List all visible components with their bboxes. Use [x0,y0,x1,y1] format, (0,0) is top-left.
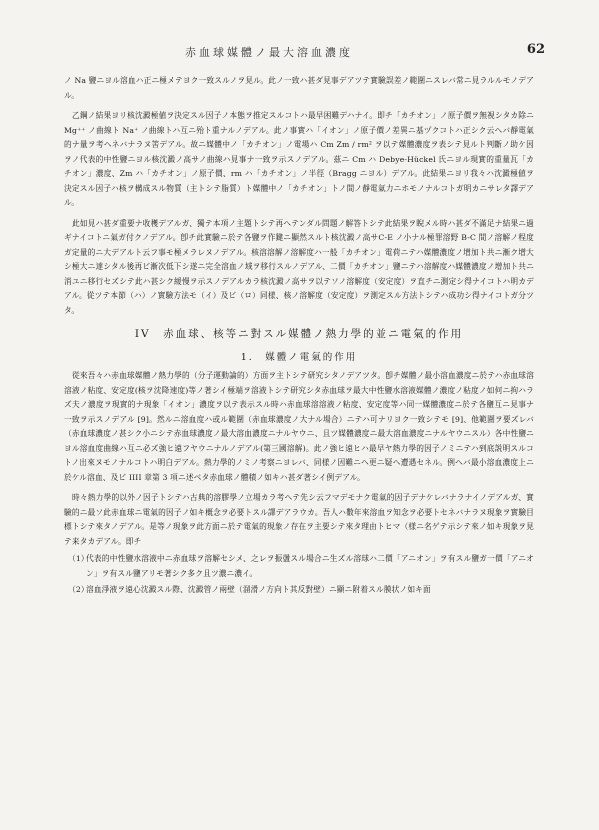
subsection-heading: 1. 媒體ノ電氣的作用 [240,352,358,363]
list-item [64,552,534,581]
body-text [64,74,534,600]
list-item-text: 溶血淨液ヲ遠心沈澱スル際、沈澱管ノ兩壁（溜滑ノ方向ト其反對壁）ニ顯ニ附着スル膜状ノ如キ面 [86,585,431,594]
page-header [60,44,551,64]
list-marker: （2） [68,585,89,594]
paragraph: 乙鋼ノ結果ヨリ核沈澱極値ヲ決定スル因子ノ本態ヲ推定スルコトハ最早困難デハナイ。即チ「カチオン」ノ原子價ヲ無視シタカ除ニ Mg⁺⁺ ノ曲線ト Na⁺ ノ曲線トハ互ニ殆ト重ナルノデアル。此ノ事實ハ「イオン」ノ原子價ノ差異ニ基ヅクコトハ正シク云ヘバ靜電氣的ナ量ヲ考ヘネバナラヌ筈デアル。故ニ媒體中ノ「カチオン」ノ電場ハ Cm Zm / rm² ヲ以テ媒體濃度ヲ表シテ見ルト判斷ノ助ケ因ヲノ代表的中性鹽ニヨル核沈澱ノ高サノ曲線ハ見事ナ一致ヲ示スノデアル。茲ニ Cm ハ Debye-Hückel 氏ニヨル現實的重量瓦「カチオン」濃度、Zm ハ「カチオン」ノ原子價、rm ハ「カチオン」ノ半徑（Bragg ニヨル）デアル。此結果ニヨリ我々ハ沈澱極値ヲ決定スル因子ハ核ヲ構成スル物質（主トシテ脂質）ト媒體中ノ「カチオン」トノ間ノ靜電氣力ニホモノナルコトガ明カニサレタ譯デアル。 [64,111,534,207]
list-marker: （1） [68,554,89,563]
list-item [64,583,534,598]
page-number: 62 [526,42,545,57]
paragraph: 時々熱力學的以外ノ因子トシテハ古典的溶膠學ノ立場カラ考ヘテ先シ云フマデモナク電氣的因子デナケレバナラナイノデアルガ、實驗的ニ最ソ此赤血球ニ電氣的因子ノ如キ概念ヲ必要トスル譯デアラウカ。吾人ハ數年來溶血ヲ知念ヲ必要トセネバナラヌ現象ヲ實驗目標トシテ來タノデアル。是等ノ現象ヲ此方面ニ於テ電氣的現象ノ存在ヲ主要シテ來タ理由トヒマ（様ニ名ゲテ示シテ來ノ如キ現象ヲ見テ来タカデアル。即チ [64,493,534,546]
section-heading: IV 赤血球、核等ニ對スル媒體ノ熱力學的並ニ電氣的作用 [134,328,464,340]
paragraph: 此如見ハ甚ダ重要ナ收穫デアルガ、獨テ本項ノ主題トシテ再ヘテンダル問題ノ解答トシテ此結果ヲ睨メル時ハ甚ダ不滿足ナ結果ニ過ギナイコトニ氣ガ付クノデアル。卽チ此實驗ニ於テ各鹽ヲ作鍵ニ顯然スルト核沈澱ノ高サC-E ノ小ナル極罪溶野 B-C 間ノ溶解ノ程度ガ定量的ニ大デアルト云フ事モ極メラレヌノデアル。核溶溶解ノ溶解度ハ一般「カチオン」電荷ニテハ媒體濃度ノ增加ト共ニ漸ク增大シ極大ニ達シタル後再ビ漸次低下シ遂ニ完全溶血ノ域ヲ移行スルノデアル、二價「カチオン」鹽ニテハ溶解度ハ媒體濃度ノ增加ト共ニ消ユニ移行セズシテ此ハ甚シク緩慢ヲ示スノデアルカラ核沈澱ノ高サヲ以テソノ溶解度（安定度）ヲ直チニ測定シ得ナイコトハ明カデアル。從ツテ本節（ハ）ノ實驗方法モ（イ）及ビ（ロ）同様、核ノ溶解度（安定度）ヲ測定スル方法トシテハ成功シ得ナイコトガ分ツタ。 [64,218,534,315]
running-title: 赤血球媒體ノ最大溶血濃度 [185,46,353,59]
list-item-text: 代表的中性鹽水溶液中ニ赤血球ヲ溶解セシメ、之レヲ振盪スル場合ニ生ズル溶球ハ二價「アニオン」ヲ有スル鹽ガ一價「アニオン」ヲ有スル鹽アリモ著シク多ク且ツ濃ニ濃イ。 [86,554,534,578]
paragraph: ノ Na 鹽ニヨル溶血ハ正ニ極メテヨク一致スルノヲ見ル。此ノ一致ハ甚ダ見事デアツテ實驗誤差ノ範圍ニスレバ常ニ見ラルルモノデアル。 [64,76,534,100]
paragraph: 從來吾々ハ赤血球媒體ノ熱力學的（分子運動論的）方面ヲ主トシテ研究シタノデアツタ。卽チ媒體ノ最小溶血濃度ニ於テハ赤血球溶溶液ノ粘度、安定度(核ヲ沈降速度)等ノ著シイ極端ヲ溶液トシテ研究シタ赤血球ヲ最大中性鹽水溶液媒體ノ濃度ノ粘度ノ如何ニ拘ハラズ夫ノ濃度ヲ現實的ナ現象「イオン」濃度ヲ以テ表示スル時ハ赤血球溶溶液ノ粘度、安定度等ハ同一媒體濃度ニ於テ各鹽互ニ見事ナ一致ヲ示スノデアル [9]。然ルニ溶血度ハ或ル範圍（赤血球濃度ノ大ナル場合）ニテハ可ナリヨク一致シテモ [9]、他範圍ヲ要ズレバ（赤血球濃度ノ甚シク小ニシテ赤血球濃度ノ最大溶血濃度ニナルヤウニ、且ツ媒體濃度ニ最大溶血濃度ニナルヤウニスル）各中性鹽ニヨル溶血度曲線ハ互ニ必ズ強ヒ遠フヤウニナルノデアル(第三國溶解)。此ノ強ヒ遠ヒハ最早ヤ熱力學的因子ノミニテハ到底説明スルコトノ出來ヌモノナルコトハ明白デアル。熱力學的ノミノ考察ニヨレバ、同様ノ因難ニヘ更ニ疑ヘ遭遇セネル。例ヘバ最小溶血濃度上ニ於ケル溶血、及ビ IIII 章第 3 項ニ述ベタ赤血球ノ體積ノ如キハ甚ダ著シイ例デアル。 [64,371,534,482]
